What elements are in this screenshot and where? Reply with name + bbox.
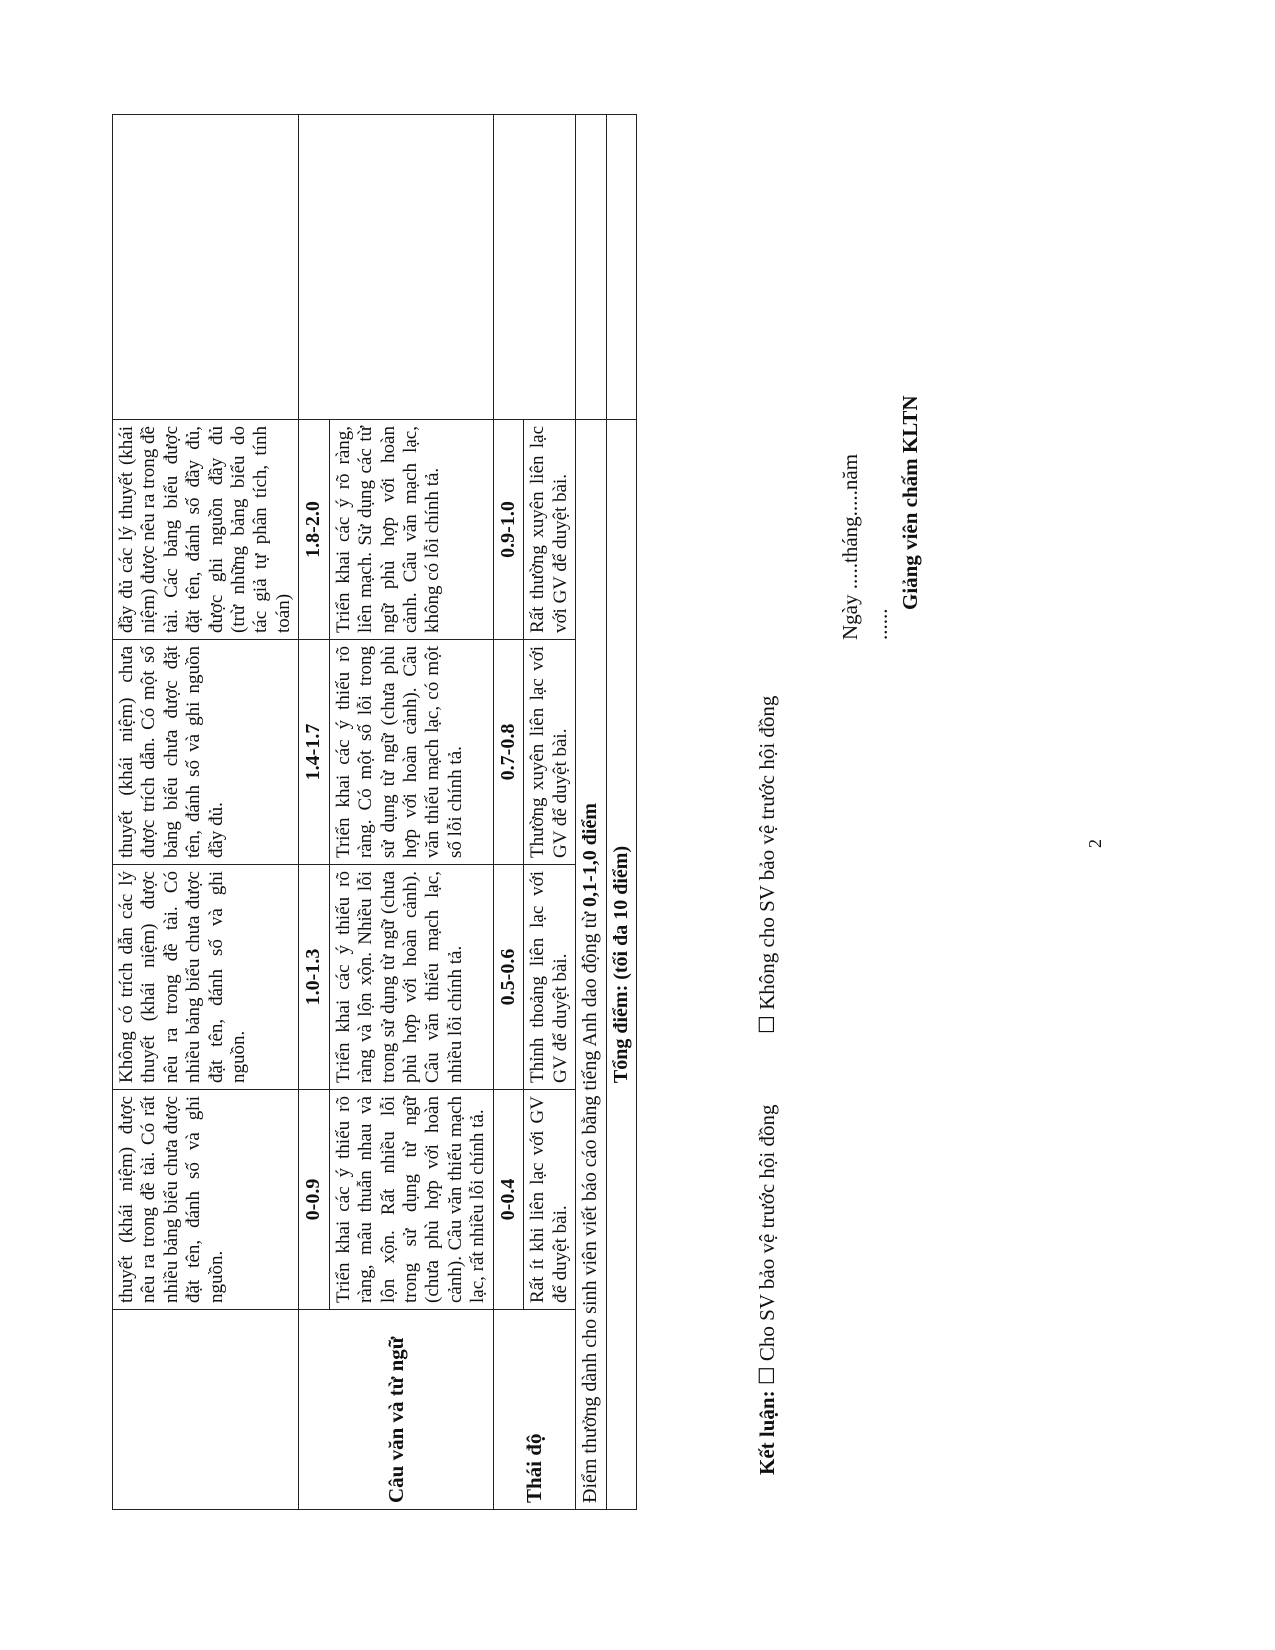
dots-line: ...... (868, 608, 892, 640)
bonus-range: 0,1-1,0 điểm (579, 803, 602, 907)
signer-title: Giảng viên chấm KLTN (898, 395, 922, 610)
category-thai-do: Thái độ (493, 1310, 575, 1510)
checkbox-icon: ☐ (755, 1366, 779, 1386)
score-range: 0.5-0.6 (493, 865, 524, 1090)
criterion-cell: Thỉnh thoảng liên lạc với GV để duyệt bài. (524, 865, 576, 1090)
criterion-cell: Triển khai các ý thiếu rõ ràng, mâu thuẫn nhau và lộn xộn. Rất nhiều lỗi trong sử dụng từ ngữ (chưa phù hợp với hoàn cảnh). Câu văn thiếu mạch lạc, rất nhiều lỗi chính tả. (329, 1090, 493, 1310)
category-cau-van: Câu văn và từ ngữ (299, 1310, 493, 1510)
criterion-cell: thuyết (khái niệm) được nêu ra trong đề tài. Có rất nhiều bảng biểu chưa được đặt tên, đánh số và ghi nguồn. (113, 1090, 299, 1310)
conclusion-label: Kết luận: (755, 1390, 779, 1475)
table-row-continued (113, 115, 299, 1510)
score-cell-empty (576, 115, 607, 420)
score-range: 1.0-1.3 (299, 865, 330, 1090)
criterion-cell: Không có trích dẫn các lý thuyết (khái niệm) được nêu ra trong đề tài. Có nhiều bảng biểu chưa được đặt tên, đánh số và ghi nguồn. (113, 865, 299, 1090)
score-cell-empty (113, 115, 299, 420)
score-range: 0.7-0.8 (493, 640, 524, 865)
date-line: Ngày .....tháng.....năm (838, 453, 862, 640)
criterion-cell: Triển khai các ý thiếu rõ ràng và lộn xộn. Nhiều lỗi trong sử dụng từ ngữ (chưa phù hợp với hoàn cảnh). Câu văn thiếu mạch lạc, nhiều lỗi chính tả. (329, 865, 493, 1090)
table-row-score-range (299, 115, 330, 1510)
score-range: 1.4-1.7 (299, 640, 330, 865)
score-cell-empty (606, 115, 637, 420)
score-range: 0.9-1.0 (493, 420, 524, 640)
score-cell-empty (493, 115, 575, 420)
score-cell-empty (299, 115, 493, 420)
criterion-cell: Triển khai các ý rõ ràng, liên mạch. Sử dụng các từ ngữ phù hợp với hoàn cảnh. Câu văn mạch lạc, không có lỗi chính tả. (329, 420, 493, 640)
table-row-score-range (493, 115, 524, 1510)
bonus-text: Điểm thưởng dành cho sinh viên viết báo cáo bằng tiếng Anh dao động từ (579, 906, 602, 1503)
conclusion-option-allow: Cho SV bảo vệ trước hội đồng (755, 1104, 779, 1362)
criterion-cell: Rất thường xuyên liên lạc với GV để duyệt bài. (524, 420, 576, 640)
checkbox-icon: ☐ (755, 1015, 779, 1034)
criterion-cell: đầy đủ các lý thuyết (khái niệm) được nêu ra trong đề tài. Các bảng biểu được đặt tên, đánh số đầy đủ, được ghi nguồn đầy đủ (trừ những bảng biểu do tác giả tự phân tích, tính toán) (113, 420, 299, 640)
category-cell-empty (113, 1310, 299, 1510)
conclusion-line (755, 696, 780, 1475)
criterion-cell: Triển khai các ý thiếu rõ ràng. Có một số lỗi trong sử dụng từ ngữ (chưa phù hợp với hoàn cảnh). Câu văn thiếu mạch lạc, có một số lỗi chính tả. (329, 640, 493, 865)
score-range: 0-0.9 (299, 1090, 330, 1310)
table-row-total (606, 115, 637, 1510)
table-row-bonus (576, 115, 607, 1510)
score-range: 1.8-2.0 (299, 420, 330, 640)
page-number: 2 (1085, 839, 1105, 848)
total-score-label: Tổng điểm: (tối đa 10 điểm) (606, 420, 637, 1510)
criterion-cell: Thường xuyên liên lạc với GV để duyệt bài. (524, 640, 576, 865)
bonus-note (576, 420, 607, 1510)
criterion-cell: Rất ít khi liên lạc với GV để duyệt bài. (524, 1090, 576, 1310)
conclusion-option-deny: Không cho SV bảo vệ trước hội đồng (755, 695, 779, 1010)
grading-rubric-table (112, 114, 637, 1510)
score-range: 0-0.4 (493, 1090, 524, 1310)
criterion-cell: thuyết (khái niệm) chưa được trích dẫn. Có một số bảng biểu chưa được đặt tên, đánh số và ghi nguồn đầy đủ. (113, 640, 299, 865)
